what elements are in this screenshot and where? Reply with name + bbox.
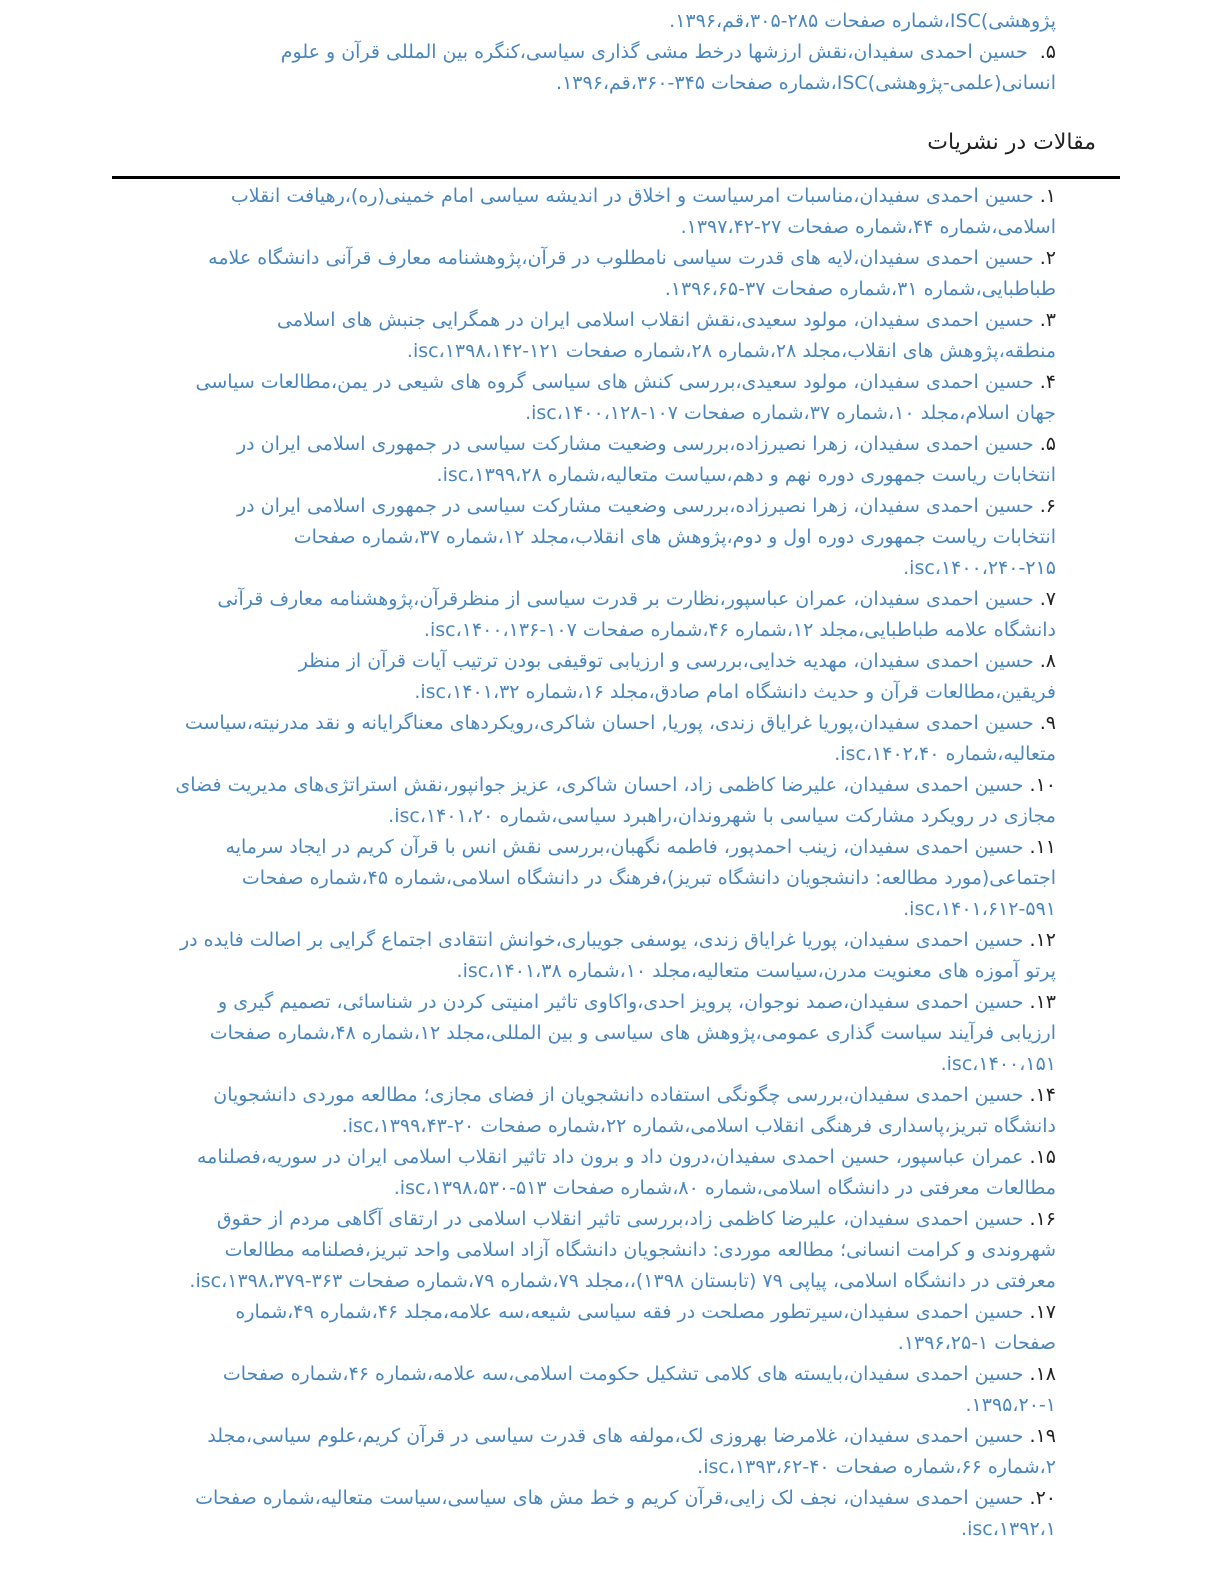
conference-paper-item xyxy=(112,37,1120,99)
item-number: ۲۰. xyxy=(1029,1487,1056,1509)
article-item xyxy=(112,584,1120,646)
article-item xyxy=(112,491,1120,584)
article-item xyxy=(112,243,1120,305)
item-number: ۱۰. xyxy=(1029,774,1056,796)
entry-text: حسین احمدی سفیدان،سیرتطور مصلحت در فقه سیاسی شیعه،سه علامه،مجلد ۴۶،شماره ۴۹،شماره صفحات ۱-۱۳۹۶،۲۵. xyxy=(235,1301,1056,1354)
article-item xyxy=(112,708,1120,770)
entry-text: حسین احمدی سفیدان،نقش ارزشها درخط مشی گذاری سیاسی،کنگره بین المللی قرآن و علوم انسانی(علمی-پژوهشی)ISC،شماره صفحات ۳۴۵-۳۶۰،قم،۱۳۹۶. xyxy=(280,41,1056,94)
item-number: ۳. xyxy=(1039,309,1056,331)
item-number: ۱۷. xyxy=(1029,1301,1056,1323)
item-number: ۱. xyxy=(1039,185,1056,207)
article-item xyxy=(112,925,1120,987)
article-item xyxy=(112,429,1120,491)
item-number: ۵. xyxy=(1039,41,1056,63)
entry-text: حسین احمدی سفیدان،بایسته های کلامی تشکیل حکومت اسلامی،سه علامه،شماره ۴۶،شماره صفحات ۱-۱۳۹۵،۲۰. xyxy=(222,1363,1056,1416)
section-divider xyxy=(112,176,1120,179)
item-number: ۸. xyxy=(1039,650,1056,672)
entry-text: حسین احمدی سفیدان، علیرضا کاظمی زاد،بررسی تاثیر انقلاب اسلامی در ارتقای آگاهی مردم از حقوق شهروندی و کرامت انسانی؛ مطالعه موردی: دانشجویان دانشگاه آزاد اسلامی واحد تبریز،فصلنامه مطالعات معرفتی در دانشگاه اسلامی، پیاپی ۷۹ (تابستان ۱۳۹۸)،،مجلد ۷۹،شماره ۷۹،شماره صفحات ۳۶۳-۱۳۹۸،۳۷۹،isc. xyxy=(189,1208,1056,1292)
article-item xyxy=(112,1080,1120,1142)
item-number: ۵. xyxy=(1039,433,1056,455)
item-number: ۲. xyxy=(1039,247,1056,269)
item-number: ۱۸. xyxy=(1029,1363,1056,1385)
entry-text: حسین احمدی سفیدان، پوریا غرایاق زندی، یوسفی جویباری،خوانش انتقادی اجتماع گرایی بر اصالت فایده در پرتو آموزه های معنویت مدرن،سیاست متعالیه،مجلد ۱۰،شماره ۱۴۰۱،۳۸،isc. xyxy=(179,929,1056,982)
entry-text: حسین احمدی سفیدان، مهدیه خدایی،بررسی و ارزیابی توقیفی بودن ترتیب آیات قرآن از منظر فریقین،مطالعات قرآن و حدیث دانشگاه امام صادق،مجلد ۱۶،شماره ۱۴۰۱،۳۲،isc. xyxy=(298,650,1056,703)
entry-text: حسین احمدی سفیدان، غلامرضا بهروزی لک،مولفه های قدرت سیاسی در قرآن کریم،علوم سیاسی،مجلد ۲،شماره ۶۶،شماره صفحات ۴۰-۱۳۹۳،۶۲،isc. xyxy=(207,1425,1056,1478)
article-item xyxy=(112,1421,1120,1483)
article-item xyxy=(112,646,1120,708)
entry-text: حسین احمدی سفیدان،صمد نوجوان، پرویز احدی،واکاوی تاثیر امنیتی کردن در شناسائی، تصمیم گیری و ارزیابی فرآیند سیاست گذاری عمومی،پژوهش های سیاسی و بین المللی،مجلد ۱۲،شماره ۴۸،شماره صفحات ۱۴۰۰،۱۵۱،isc. xyxy=(209,991,1056,1075)
entry-text: حسین احمدی سفیدان، زهرا نصیرزاده،بررسی وضعیت مشارکت سیاسی در جمهوری اسلامی ایران در انتخابات ریاست جمهوری دوره اول و دوم،پژوهش های انقلاب،مجلد ۱۲،شماره ۳۷،شماره صفحات ۲۱۵-۱۴۰۰،۲۴۰،isc. xyxy=(236,495,1056,579)
entry-text: حسین احمدی سفیدان،مناسبات امرسیاست و اخلاق در اندیشه سیاسی امام خمینی(ره)،رهیافت انقلاب اسلامی،شماره ۴۴،شماره صفحات ۲۷-۱۳۹۷،۴۲. xyxy=(230,185,1056,238)
entry-text: حسین احمدی سفیدان، مولود سعیدی،نقش انقلاب اسلامی ایران در همگرایی جنبش های اسلامی منطقه،پژوهش های انقلاب،مجلد ۲۸،شماره ۲۸،شماره صفحات ۱۲۱-۱۳۹۸،۱۴۲،isc. xyxy=(277,309,1056,362)
article-item xyxy=(112,181,1120,243)
item-number: ۱۴. xyxy=(1029,1084,1056,1106)
item-number: ۱۱. xyxy=(1029,836,1056,858)
entry-text: عمران عباسپور، حسین احمدی سفیدان،درون داد و برون داد تاثیر انقلاب اسلامی ایران در سوریه،فصلنامه مطالعات معرفتی در دانشگاه اسلامی،شماره ۸۰،شماره صفحات ۵۱۳-۱۳۹۸،۵۳۰،isc. xyxy=(197,1146,1056,1199)
article-item xyxy=(112,1142,1120,1204)
item-number: ۱۹. xyxy=(1029,1425,1056,1447)
item-number: ۱۲. xyxy=(1029,929,1056,951)
article-item xyxy=(112,832,1120,925)
entry-text: حسین احمدی سفیدان، علیرضا کاظمی زاد، احسان شاکری، عزیز جوانپور،نقش استراتژی‌های مدیریت فضای مجازی در رویکرد مشارکت سیاسی با شهروندان،راهبرد سیاسی،شماره ۱۴۰۱،۲۰،isc. xyxy=(175,774,1056,827)
article-item xyxy=(112,770,1120,832)
entry-text: حسین احمدی سفیدان، زهرا نصیرزاده،بررسی وضعیت مشارکت سیاسی در جمهوری اسلامی ایران در انتخابات ریاست جمهوری دوره نهم و دهم،سیاست متعالیه،شماره ۱۳۹۹،۲۸،isc. xyxy=(236,433,1056,486)
article-item xyxy=(112,1204,1120,1297)
section-title: مقالات در نشریات xyxy=(927,130,1096,155)
article-item xyxy=(112,305,1120,367)
entry-text: حسین احمدی سفیدان، عمران عباسپور،نظارت بر قدرت سیاسی از منظرقرآن،پژوهشنامه معارف قرآنی دانشگاه علامه طباطبایی،مجلد ۱۲،شماره ۴۶،شماره صفحات ۱۰۷-۱۴۰۰،۱۳۶،isc. xyxy=(217,588,1056,641)
article-item xyxy=(112,1297,1120,1359)
entry-text: حسین احمدی سفیدان، مولود سعیدی،بررسی کنش های سیاسی گروه های شیعی در یمن،مطالعات سیاسی جهان اسلام،مجلد ۱۰،شماره ۳۷،شماره صفحات ۱۰۷-۱۴۰۰،۱۲۸،isc. xyxy=(195,371,1056,424)
entry-text: حسین احمدی سفیدان،پوریا غرایاق زندی، پوریا, احسان شاکری،رویکردهای معناگرایانه و نقد مدرنیته،سیاست متعالیه،شماره ۱۴۰۲،۴۰،isc. xyxy=(184,712,1056,765)
item-number: ۱۵. xyxy=(1029,1146,1056,1168)
article-item xyxy=(112,987,1120,1080)
publications-page xyxy=(112,0,1120,1545)
article-item xyxy=(112,1483,1120,1545)
entry-text: پژوهشی)ISC،شماره صفحات ۲۸۵-۳۰۵،قم،۱۳۹۶. xyxy=(669,10,1056,32)
entry-text: حسین احمدی سفیدان،بررسی چگونگی استفاده دانشجویان از فضای مجازی؛ مطالعه موردی دانشجویان دانشگاه تبریز،پاسداری فرهنگی انقلاب اسلامی،شماره ۲۲،شماره صفحات ۲۰-۱۳۹۹،۴۳،isc. xyxy=(213,1084,1056,1137)
item-number: ۴. xyxy=(1039,371,1056,393)
conference-papers-continued xyxy=(112,0,1120,99)
entry-text: حسین احمدی سفیدان، نجف لک زایی،قرآن کریم و خط مش های سیاسی،سیاست متعالیه،شماره صفحات ۱۳۹۲،۱،isc. xyxy=(195,1487,1056,1540)
conference-paper-continuation xyxy=(112,6,1120,37)
entry-text: حسین احمدی سفیدان، زینب احمدپور، فاطمه نگهبان،بررسی نقش انس با قرآن کریم در ایجاد سرمایه اجتماعی(مورد مطالعه: دانشجویان دانشگاه تبریز)،فرهنگ در دانشگاه اسلامی،شماره ۴۵،شماره صفحات ۵۹۱-۱۴۰۱،۶۱۲،isc. xyxy=(225,836,1056,920)
item-number: ۹. xyxy=(1039,712,1056,734)
item-number: ۶. xyxy=(1039,495,1056,517)
journal-articles-list xyxy=(112,181,1120,1545)
item-number: ۱۳. xyxy=(1029,991,1056,1013)
entry-text: حسین احمدی سفیدان،لایه های قدرت سیاسی نامطلوب در قرآن،پژوهشنامه معارف قرآنی دانشگاه علامه طباطبایی،شماره ۳۱،شماره صفحات ۳۷-۱۳۹۶،۶۵. xyxy=(208,247,1056,300)
article-item xyxy=(112,1359,1120,1421)
article-item xyxy=(112,367,1120,429)
item-number: ۱۶. xyxy=(1029,1208,1056,1230)
item-number: ۷. xyxy=(1039,588,1056,610)
